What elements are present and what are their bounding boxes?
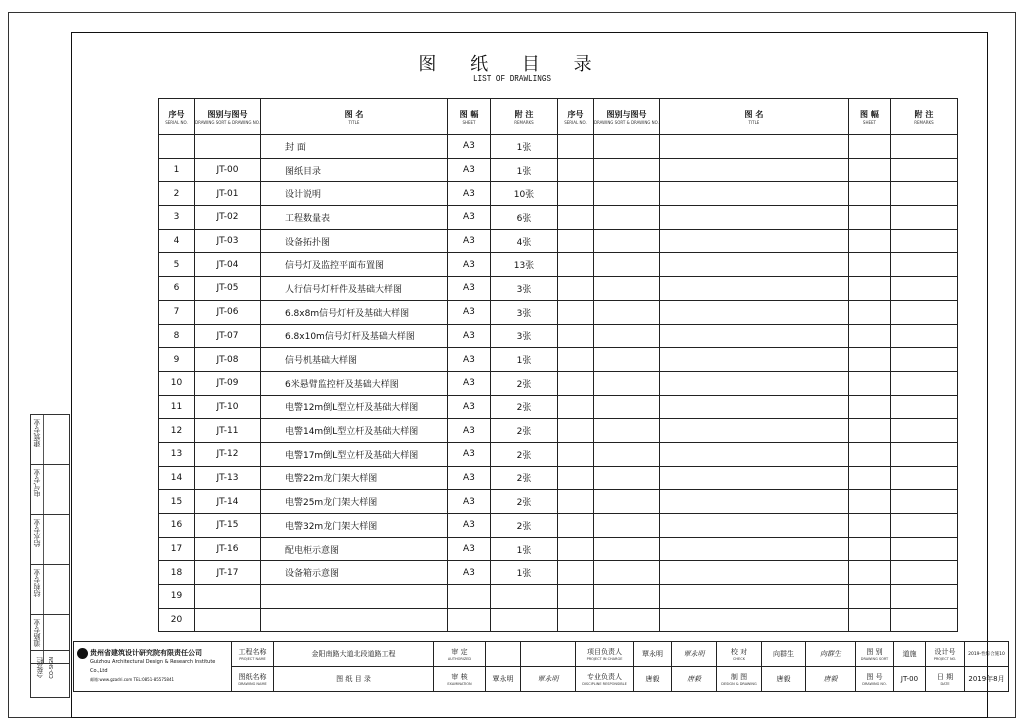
empty-cell — [848, 490, 890, 514]
sheet-size-cell: A3 — [447, 158, 490, 182]
sheet-size-cell: A3 — [447, 561, 490, 585]
table-row — [159, 419, 958, 443]
remark-cell: 1张 — [490, 537, 557, 561]
drawing-title-cell: 图纸目录 — [260, 158, 447, 182]
drawing-title-cell: 6米悬臂监控杆及基础大样图 — [260, 371, 447, 395]
empty-cell — [848, 253, 890, 277]
table-header-row: 序号 SERIAL NO. 图别与图号 DRAWING SORT & DRAWING NO. 图 名 TITLE 图 幅 SHEET 附 注 REMARKS 序号 SERIAL NO. 图别与图号 DRAWING SORT & DRAWING NO. 图 名 TITLE 图 幅 SHEET 附 注 REMARKS — [159, 99, 958, 135]
drawing-title-cell — [260, 585, 447, 609]
sheet-size-cell: A3 — [447, 466, 490, 490]
remark-cell: 2张 — [490, 442, 557, 466]
empty-cell — [890, 158, 957, 182]
empty-cell — [659, 135, 848, 159]
empty-cell — [848, 206, 890, 230]
serial-cell: 10 — [159, 371, 195, 395]
serial-cell: 4 — [159, 229, 195, 253]
empty-cell — [557, 300, 593, 324]
empty-cell — [593, 324, 659, 348]
empty-cell — [890, 300, 957, 324]
empty-cell — [890, 490, 957, 514]
serial-cell: 17 — [159, 537, 195, 561]
serial-cell: 9 — [159, 348, 195, 372]
remark-cell: 2张 — [490, 395, 557, 419]
sheet-size-cell: A3 — [447, 395, 490, 419]
drawing-code-cell: JT-15 — [195, 514, 261, 538]
serial-cell: 16 — [159, 514, 195, 538]
sheet-size-cell: A3 — [447, 419, 490, 443]
drawing-name: 图 纸 目 录 — [274, 667, 434, 692]
drawing-title-cell: 6.8x10m信号灯杆及基础大样图 — [260, 324, 447, 348]
table-row — [159, 206, 958, 230]
empty-cell — [557, 608, 593, 632]
sheet-size-cell: A3 — [447, 490, 490, 514]
reviewer-signature: 覃永明 — [521, 667, 576, 692]
page-subtitle: LIST OF DRAWLINGS — [472, 74, 552, 84]
empty-cell — [593, 348, 659, 372]
table-row — [159, 371, 958, 395]
table-row — [159, 277, 958, 301]
drawing-code-cell: JT-07 — [195, 324, 261, 348]
empty-cell — [848, 537, 890, 561]
empty-cell — [890, 585, 957, 609]
drawing-title-cell: 配电柜示意图 — [260, 537, 447, 561]
discipline-sign-column — [30, 414, 70, 664]
table-row — [159, 561, 958, 585]
drawing-title-cell: 6.8x8m信号灯杆及基础大样图 — [260, 300, 447, 324]
drawing-title-cell: 电警12m倒L型立杆及基础大样图 — [260, 395, 447, 419]
remark-cell: 3张 — [490, 277, 557, 301]
drawing-code-cell: JT-04 — [195, 253, 261, 277]
drawing-code-cell: JT-09 — [195, 371, 261, 395]
drawing-title-cell: 人行信号灯杆件及基础大样图 — [260, 277, 447, 301]
empty-cell — [659, 395, 848, 419]
remark-cell: 1张 — [490, 348, 557, 372]
drawing-title-cell: 设备拓扑图 — [260, 229, 447, 253]
empty-cell — [659, 277, 848, 301]
empty-cell — [593, 608, 659, 632]
table-row — [159, 537, 958, 561]
drawing-title-cell: 工程数量表 — [260, 206, 447, 230]
empty-cell — [557, 371, 593, 395]
empty-cell — [557, 277, 593, 301]
empty-cell — [659, 585, 848, 609]
empty-cell — [848, 419, 890, 443]
serial-cell: 20 — [159, 608, 195, 632]
remark-cell: 1张 — [490, 135, 557, 159]
empty-cell — [890, 371, 957, 395]
empty-cell — [659, 490, 848, 514]
serial-cell: 18 — [159, 561, 195, 585]
drawing-code-cell: JT-02 — [195, 206, 261, 230]
empty-cell — [557, 229, 593, 253]
remark-cell: 2张 — [490, 419, 557, 443]
remark-cell: 2张 — [490, 490, 557, 514]
sheet-size-cell: A3 — [447, 348, 490, 372]
empty-cell — [659, 324, 848, 348]
table-row — [159, 608, 958, 632]
drawing-code-cell: JT-12 — [195, 442, 261, 466]
sign-cell-electrical: 电气专业 — [30, 464, 70, 514]
company-logo-icon — [77, 648, 88, 659]
serial-cell: 11 — [159, 395, 195, 419]
table-row — [159, 466, 958, 490]
empty-cell — [557, 561, 593, 585]
empty-cell — [557, 466, 593, 490]
empty-cell — [848, 608, 890, 632]
table-row — [159, 158, 958, 182]
drawing-title-cell: 电警14m倒L型立杆及基础大样图 — [260, 419, 447, 443]
empty-cell — [557, 206, 593, 230]
remark-cell: 2张 — [490, 371, 557, 395]
empty-cell — [659, 371, 848, 395]
empty-cell — [848, 561, 890, 585]
serial-cell: 3 — [159, 206, 195, 230]
drawing-title-cell — [260, 608, 447, 632]
empty-cell — [557, 348, 593, 372]
drawing-title-cell: 设计说明 — [260, 182, 447, 206]
empty-cell — [557, 158, 593, 182]
project-lead-signature: 覃永明 — [672, 642, 717, 667]
empty-cell — [557, 514, 593, 538]
design-number-value: 2019-性综合施10 — [965, 642, 1009, 667]
sheet-size-cell: A3 — [447, 206, 490, 230]
empty-cell — [557, 490, 593, 514]
company-info: 贵州省建筑设计研究院有限责任公司 Guizhou Architectural Design & Research Institute Co.,Ltd 邮箱:www.gzadri.com TEL:0851-85575841 — [74, 642, 232, 692]
empty-cell — [659, 419, 848, 443]
empty-cell — [593, 229, 659, 253]
table-row — [159, 585, 958, 609]
serial-cell: 14 — [159, 466, 195, 490]
project-name: 金阳南路大道北段道路工程 — [274, 642, 434, 667]
remark-cell: 6张 — [490, 206, 557, 230]
table-row — [159, 135, 958, 159]
empty-cell — [557, 395, 593, 419]
serial-cell — [159, 135, 195, 159]
serial-cell: 15 — [159, 490, 195, 514]
empty-cell — [659, 466, 848, 490]
empty-cell — [890, 442, 957, 466]
sheet-size-cell: A3 — [447, 514, 490, 538]
remark-cell: 10张 — [490, 182, 557, 206]
empty-cell — [593, 135, 659, 159]
empty-cell — [557, 253, 593, 277]
drawing-code-cell: JT-16 — [195, 537, 261, 561]
empty-cell — [848, 229, 890, 253]
sheet-size-cell — [447, 608, 490, 632]
empty-cell — [848, 277, 890, 301]
empty-cell — [593, 537, 659, 561]
empty-cell — [890, 608, 957, 632]
drawing-code-cell: JT-17 — [195, 561, 261, 585]
drawing-title-cell: 电警25m龙门架大样图 — [260, 490, 447, 514]
page-title: 图 纸 目 录 — [418, 54, 606, 75]
empty-cell — [890, 419, 957, 443]
sheet-size-cell: A3 — [447, 253, 490, 277]
empty-cell — [890, 514, 957, 538]
sign-cell-structure: 结构专业 — [30, 564, 70, 614]
empty-cell — [890, 324, 957, 348]
serial-cell: 2 — [159, 182, 195, 206]
sheet-size-cell: A3 — [447, 324, 490, 348]
date-value: 2019年8月 — [965, 667, 1009, 692]
serial-cell: 8 — [159, 324, 195, 348]
drawing-list-table — [158, 98, 958, 632]
discipline-lead-signature: 唐毅 — [672, 667, 717, 692]
sheet-size-cell — [447, 585, 490, 609]
empty-cell — [659, 561, 848, 585]
sheet-size-cell: A3 — [447, 135, 490, 159]
remark-cell: 2张 — [490, 466, 557, 490]
empty-cell — [593, 585, 659, 609]
drawing-code-cell — [195, 585, 261, 609]
table-row — [159, 442, 958, 466]
empty-cell — [659, 158, 848, 182]
serial-cell: 19 — [159, 585, 195, 609]
empty-cell — [890, 277, 957, 301]
drawing-title-cell: 电警32m龙门架大样图 — [260, 514, 447, 538]
drawing-title-cell: 信号灯及监控平面布置图 — [260, 253, 447, 277]
empty-cell — [557, 585, 593, 609]
table-row — [159, 229, 958, 253]
empty-cell — [557, 442, 593, 466]
empty-cell — [890, 466, 957, 490]
empty-cell — [659, 348, 848, 372]
empty-cell — [890, 395, 957, 419]
empty-cell — [890, 537, 957, 561]
serial-cell: 5 — [159, 253, 195, 277]
empty-cell — [848, 324, 890, 348]
empty-cell — [890, 229, 957, 253]
empty-cell — [593, 561, 659, 585]
sheet-size-cell: A3 — [447, 537, 490, 561]
empty-cell — [848, 182, 890, 206]
remark-cell — [490, 608, 557, 632]
sheet-size-cell: A3 — [447, 229, 490, 253]
remark-cell: 3张 — [490, 324, 557, 348]
drawing-code-cell: JT-06 — [195, 300, 261, 324]
empty-cell — [659, 300, 848, 324]
empty-cell — [593, 158, 659, 182]
empty-cell — [593, 371, 659, 395]
empty-cell — [659, 442, 848, 466]
sheet-size-cell: A3 — [447, 442, 490, 466]
empty-cell — [848, 348, 890, 372]
empty-cell — [848, 371, 890, 395]
sign-cell-construction: 建筑专业 — [30, 414, 70, 464]
table-row — [159, 348, 958, 372]
empty-cell — [593, 490, 659, 514]
sign-cell-water: 给水专业 — [30, 514, 70, 564]
empty-cell — [848, 135, 890, 159]
empty-cell — [848, 300, 890, 324]
empty-cell — [659, 537, 848, 561]
remark-cell — [490, 585, 557, 609]
table-row — [159, 253, 958, 277]
empty-cell — [848, 158, 890, 182]
drawing-code-cell: JT-05 — [195, 277, 261, 301]
table-row — [159, 324, 958, 348]
serial-cell: 1 — [159, 158, 195, 182]
empty-cell — [593, 300, 659, 324]
sign-cell-road: 道路专业 — [30, 614, 70, 664]
remark-cell: 4张 — [490, 229, 557, 253]
serial-cell: 6 — [159, 277, 195, 301]
empty-cell — [557, 324, 593, 348]
drawing-code-cell: JT-00 — [195, 158, 261, 182]
drawing-code-cell: JT-10 — [195, 395, 261, 419]
drawing-title-cell: 电警22m龙门架大样图 — [260, 466, 447, 490]
serial-cell: 12 — [159, 419, 195, 443]
empty-cell — [890, 135, 957, 159]
serial-cell: 7 — [159, 300, 195, 324]
title-block: 贵州省建筑设计研究院有限责任公司 Guizhou Architectural Design & Research Institute Co.,Ltd 邮箱:www.gzadri.com TEL:0851-85575841 工程名称 PROJECT NAME 金阳南路大道北段道路工程 审 定 AUTHORIZED 项目负责人 PROJECT IN CHARGE 覃永明 覃永明 校 对 CHECK 向群生 向群生 图 别 DRAWING SORT 道施 设计号 PROJECT NO. 2019-性综合施10 图纸名称 DRAWING NAME 图 纸 目 录 审 核 EXAMINATION 覃永明 覃永明 专业负责人 DISCIPLINE RESPONSIBLE 唐毅 唐毅 制 图 DESIGN & DRAWING 唐毅 唐毅 图 号 DRAWING NO. JT-00 日 期 DATE 2019年8月 — [73, 641, 1009, 692]
empty-cell — [890, 348, 957, 372]
remark-cell: 2张 — [490, 514, 557, 538]
sheet-size-cell: A3 — [447, 371, 490, 395]
empty-cell — [659, 253, 848, 277]
empty-cell — [848, 585, 890, 609]
drawing-code-cell — [195, 135, 261, 159]
empty-cell — [593, 182, 659, 206]
empty-cell — [659, 182, 848, 206]
remark-cell: 1张 — [490, 561, 557, 585]
empty-cell — [659, 608, 848, 632]
empty-cell — [557, 419, 593, 443]
drawing-number-value: JT-00 — [894, 667, 926, 692]
drawer-signature: 唐毅 — [806, 667, 856, 692]
empty-cell — [848, 466, 890, 490]
empty-cell — [557, 182, 593, 206]
empty-cell — [593, 442, 659, 466]
empty-cell — [848, 395, 890, 419]
checker-signature: 向群生 — [806, 642, 856, 667]
empty-cell — [593, 395, 659, 419]
drawing-code-cell: JT-14 — [195, 490, 261, 514]
empty-cell — [659, 229, 848, 253]
drawing-title-cell: 封 面 — [260, 135, 447, 159]
drawing-code-cell: JT-11 — [195, 419, 261, 443]
drawing-code-cell: JT-08 — [195, 348, 261, 372]
drawing-code-cell: JT-03 — [195, 229, 261, 253]
empty-cell — [593, 253, 659, 277]
sheet-size-cell: A3 — [447, 182, 490, 206]
co-sign-box: 会签栏 CO-SIGN — [30, 650, 70, 698]
drawing-code-cell: JT-13 — [195, 466, 261, 490]
drawing-code-cell — [195, 608, 261, 632]
drawing-code-cell: JT-01 — [195, 182, 261, 206]
empty-cell — [593, 419, 659, 443]
drawing-sort-value: 道施 — [894, 642, 926, 667]
empty-cell — [659, 206, 848, 230]
empty-cell — [890, 182, 957, 206]
empty-cell — [848, 442, 890, 466]
remark-cell: 13张 — [490, 253, 557, 277]
table-row — [159, 182, 958, 206]
empty-cell — [593, 466, 659, 490]
table-row — [159, 395, 958, 419]
serial-cell: 13 — [159, 442, 195, 466]
empty-cell — [557, 135, 593, 159]
drawing-title-cell: 信号机基础大样图 — [260, 348, 447, 372]
sheet-size-cell: A3 — [447, 277, 490, 301]
remark-cell: 3张 — [490, 300, 557, 324]
remark-cell: 1张 — [490, 158, 557, 182]
empty-cell — [593, 206, 659, 230]
drawing-title-cell: 电警17m倒L型立杆及基础大样图 — [260, 442, 447, 466]
empty-cell — [890, 206, 957, 230]
empty-cell — [890, 561, 957, 585]
table-row — [159, 300, 958, 324]
table-row — [159, 514, 958, 538]
empty-cell — [557, 537, 593, 561]
sheet-size-cell: A3 — [447, 300, 490, 324]
empty-cell — [593, 277, 659, 301]
empty-cell — [659, 514, 848, 538]
empty-cell — [848, 514, 890, 538]
drawing-title-cell: 设备箱示意图 — [260, 561, 447, 585]
table-row — [159, 490, 958, 514]
empty-cell — [890, 253, 957, 277]
empty-cell — [593, 514, 659, 538]
